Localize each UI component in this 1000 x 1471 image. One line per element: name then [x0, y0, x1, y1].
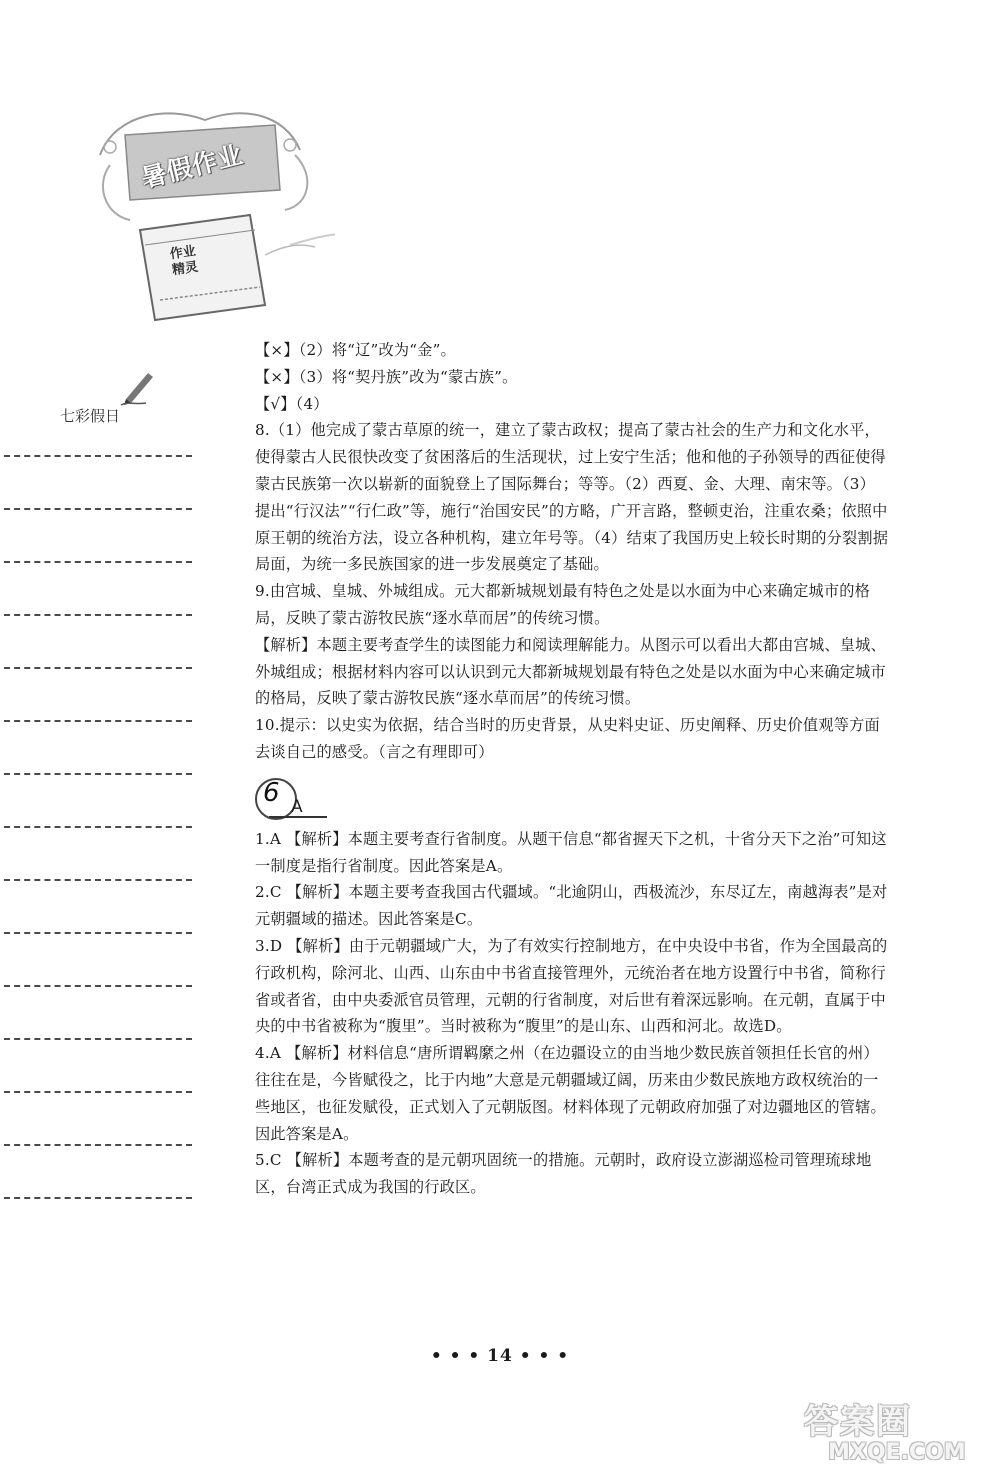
- answer-paragraph: 4.A 【解析】材料信息“唐所谓羁縻之州（在边疆设立的由当地少数民族首领担任长官的州）往往在是，今皆赋役之，比于内地”大意是元朝疆域辽阔，历来由少数民族地方政权统治的一些地区，也征发赋役，正式划入了元朝版图。材料体现了元朝政府加强了对边疆地区的管辖。因此答案是A。: [255, 1044, 886, 1143]
- answer-paragraph: 1.A 【解析】本题主要考查行省制度。从题干信息“都省握天下之机，十省分天下之治”可知这一制度是指行省制度。因此答案是A。: [255, 829, 887, 875]
- section-number: 6: [263, 777, 280, 808]
- answer-line: 【×】（3）将“契丹族”改为“蒙古族”。: [255, 367, 518, 386]
- answer-paragraph: 2.C 【解析】本题主要考查我国古代疆域。“北逾阴山，西极流沙，东尽辽左，南越海表”是对元朝疆域的描述。因此答案是C。: [255, 883, 888, 929]
- watermark: [790, 1388, 990, 1468]
- note-line: [4, 1144, 192, 1146]
- note-line: [4, 720, 192, 722]
- note-line: [4, 561, 192, 563]
- section-marker: [255, 776, 890, 822]
- page-number: • • • 14 • • •: [430, 1346, 570, 1366]
- logo-title: 暑假作业: [138, 139, 247, 194]
- note-line: [4, 1091, 192, 1093]
- note-line: [4, 985, 192, 987]
- section-sub-label: A: [291, 796, 303, 817]
- answer-paragraph: 8.（1）他完成了蒙古草原的统一，建立了蒙古政权；提高了蒙古社会的生产力和文化水平，使得蒙古人民很快改变了贫困落后的生活现状，过上安宁生活；他和他的子孙领导的西征使得蒙古民族第一次以崭新的面貌登上了国际舞台；等等。（2）西夏、金、大理、南宋等。（3）提出“行汉法”“行仁政”等，施行“治国安民”的方略，广开言路，整顿吏治，注重农桑；依照中原王朝的统治方法，设立各种机构，建立年号等。（4）结束了我国历史上较长时期的分裂割据局面，为统一多民族国家的进一步发展奠定了基础。: [255, 421, 889, 574]
- watermark-url: MXQE.COM: [828, 1440, 966, 1465]
- note-line: [4, 1038, 192, 1040]
- note-line: [4, 879, 192, 881]
- answer-paragraph: 5.C 【解析】本题考查的是元朝巩固统一的措施。元朝时，政府设立澎湖巡检司管理琉球地区，台湾正式成为我国的行政区。: [255, 1151, 872, 1197]
- logo-badge: 作业精灵: [168, 243, 200, 279]
- analysis-paragraph: 【解析】本题主要考查学生的读图能力和阅读理解能力。从图示可以看出大都由宫城、皇城、外城组成；根据材料内容可以认识到元大都新城规划最有特色之处是以水面为中心来确定城市的格局，反映了蒙古游牧民族“逐水草而居”的传统习惯。: [255, 635, 886, 708]
- note-line: [4, 773, 192, 775]
- note-line: [4, 667, 192, 669]
- logo-graphic: [85, 95, 335, 345]
- answer-paragraph: 10.提示：以史实为依据，结合当时的历史背景，从史料史证、历史阐释、历史价值观等方面去谈自己的感受。（言之有理即可）: [255, 716, 880, 761]
- logo: [85, 95, 335, 345]
- sidebar-label: 七彩假日: [60, 407, 121, 425]
- watermark-text: 答案圈: [804, 1402, 912, 1442]
- answer-paragraph: 3.D 【解析】由于元朝疆域广大，为了有效实行控制地方，在中央设中书省，作为全国最高的行政机构，除河北、山西、山东由中书省直接管理外，元统治者在地方设置行中书省，简称行省或者省，由中央委派官员管理，元朝的行省制度，对后世有着深远影响。在元朝，直属于中央的中书省被称为“腹里”。当时被称为“腹里”的是山东、山西和河北。故选D。: [255, 936, 888, 1036]
- answer-line: 【√】（4）: [255, 394, 329, 413]
- note-line: [4, 826, 192, 828]
- answer-content: [255, 337, 890, 1201]
- pen-icon: [118, 367, 158, 407]
- note-line: [4, 614, 192, 616]
- section-underline: [269, 816, 327, 818]
- note-line: [4, 508, 192, 510]
- note-line: [4, 1197, 192, 1199]
- note-line: [4, 455, 192, 457]
- note-line: [4, 932, 192, 934]
- answer-paragraph: 9.由宫城、皇城、外城组成。元大都新城规划最有特色之处是以水面为中心来确定城市的格局，反映了蒙古游牧民族“逐水草而居”的传统习惯。: [255, 582, 871, 627]
- answer-line: 【×】（2）将“辽”改为“金”。: [255, 341, 456, 359]
